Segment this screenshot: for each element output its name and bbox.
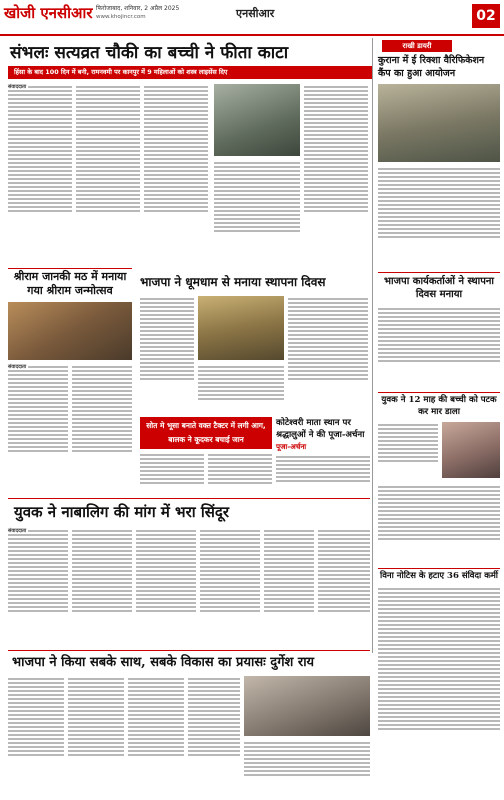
divider [378,272,500,273]
sidebar-body [378,166,500,268]
story3-col-3 [288,296,368,414]
story9-col-4 [188,676,240,792]
sidebar-headline: कुराना में ई रिक्शा वैरिफिकेशन कैंप का हुआ आयोजन [378,55,485,79]
story5-headline: सोत मे भूसा बनाते वक्त टैक्टर में लगी आग, बालक ने कूदकर बचाई जान [146,421,266,444]
sidebar-tag: राखी डायरी [382,40,452,52]
sidebar-photo [378,84,500,162]
sub-line: www.khojincr.com [96,14,146,20]
page-number: 02 [472,4,500,28]
byline: संवाददाता [8,528,27,534]
story7-col-3 [136,528,196,646]
byline: संवाददाता [8,84,27,90]
divider [8,268,132,269]
story10-body [378,586,500,792]
lead-col-4 [214,160,300,264]
story7-col-1 [8,528,68,646]
story9-col-5 [244,740,370,792]
story7-headline: युवक ने नाबालिग की मांग में भरा सिंदूर [14,503,229,521]
story3-photo [198,296,284,360]
story8-photo [442,422,500,478]
story3-headline: भाजपा ने धूमधाम से मनाया स्थापना दिवस [140,275,326,289]
lead-col-5 [304,84,368,264]
story7-col-5 [264,528,314,646]
column-divider [372,38,373,653]
story2-headline: श्रीराम जानकी मठ में मनाया गया श्रीराम जन्मोत्सव [13,270,127,297]
lead-col-3 [144,84,208,264]
story2-col-2 [72,364,132,490]
story9-photo [244,676,370,736]
story6-headline: कोटेश्वरी माता स्थान पर श्रद्धालुओं ने की पूजा-अर्चना [276,418,365,440]
story2-photo [8,302,132,360]
divider [8,650,370,651]
story3-col-1 [140,296,194,414]
story5-col-2 [208,452,272,500]
story6-body [276,454,370,494]
divider [378,392,500,393]
story4-headline: भाजपा कार्यकर्ताओं ने स्थापना दिवस मनाया [383,276,495,300]
story8-headline: युवक ने 12 माह की बच्ची को पटक कर मार डाला [381,395,497,417]
story7-col-2 [72,528,132,646]
story7-col-6 [318,528,370,646]
story9-col-1 [8,676,64,792]
story6-highlight: पूजा-अर्चना [276,442,307,451]
lead-col-1 [8,84,72,264]
divider [378,568,500,569]
story8-col-1 [378,422,438,482]
story10-headline: विना नोटिस के हटाए 36 संविदा कर्मी [380,571,499,581]
story9-col-3 [128,676,184,792]
divider [8,498,370,499]
story2-col-1 [8,364,68,490]
section-title: एनसीआर [236,7,275,20]
story7-col-4 [200,528,260,646]
lead-photo [214,84,300,156]
story9-col-2 [68,676,124,792]
lead-col-2 [76,84,140,264]
masthead: खोजी एनसीआर [4,4,93,22]
story4-body [378,306,500,388]
date-line: फिरोजाबाद, शनिवार, 2 अप्रैल 2025 [96,5,180,12]
lead-subhead: हिंसा के बाद 100 दिन में बनी, रामनवमी पर कानपुर में 9 महिलाओं को शस्त्र लाइसेंस दिए [14,68,228,76]
byline: संवाददाता [8,364,27,370]
story3-col-2 [198,364,284,414]
lead-headline: संभलः सत्यव्रत चौकी का बच्ची ने फीता काटा [10,43,289,63]
story8-col-2 [378,484,500,564]
story9-headline: भाजपा ने किया सबके साथ, सबके विकास का प्रयासः दुर्गेश राय [12,655,315,670]
story5-col-1 [140,452,204,500]
